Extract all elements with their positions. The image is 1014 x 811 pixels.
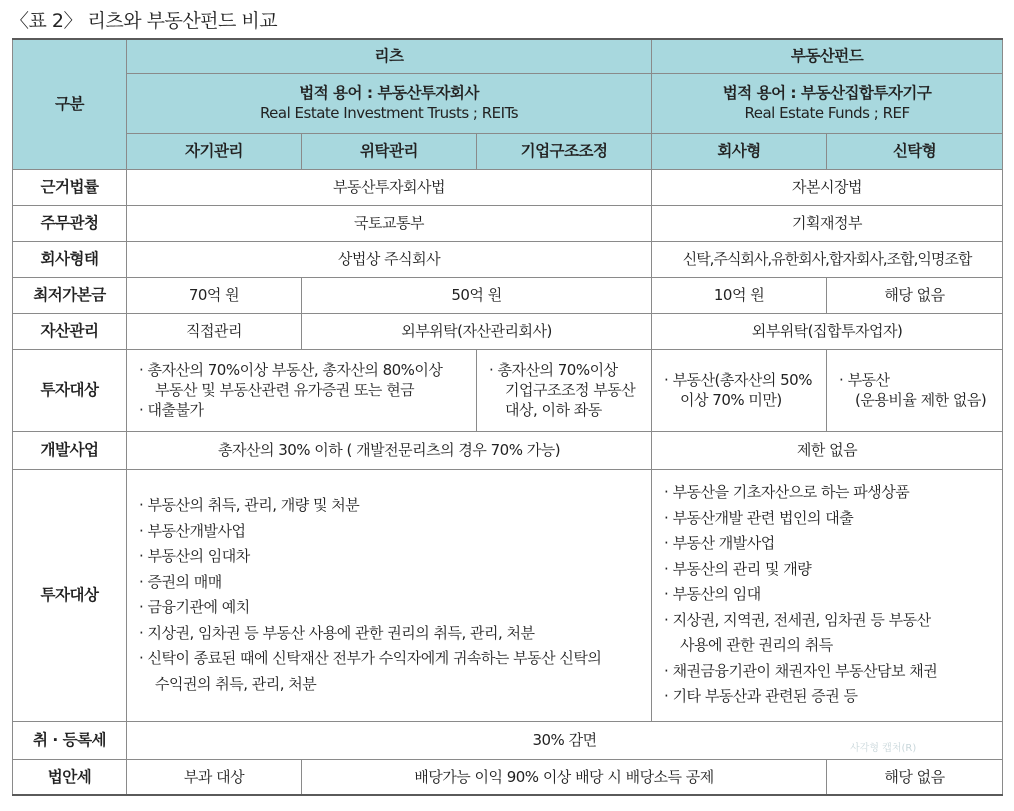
table-row (13, 469, 1003, 721)
row-label: 투자대상 (13, 349, 127, 431)
cell: 자본시장법 (652, 169, 1003, 205)
header-reits: 리츠 (127, 39, 652, 73)
cell: 국토교통부 (127, 205, 652, 241)
cell: 직접관리 (127, 313, 302, 349)
cell-reits-investments: · 부동산의 취득, 관리, 개량 및 처분 · 부동산개발사업 · 부동산의 임대차 · 증권의 매매 · 금융기관에 예치 · 지상권, 임차권 등 부동산 사용에 관한 권리의 취득, 관리, 처분 · 신탁이 종료된 때에 신탁재산 전부가 수익자에게 귀속하는 부동산 신탁의 수익권의 취득, 관리, 처분 (127, 469, 652, 721)
table-caption: 〈표 2〉 리츠와 부동산펀드 비교 (10, 10, 278, 32)
cell: 부동산투자회사법 (127, 169, 652, 205)
table-row (13, 431, 1003, 469)
table-row (13, 169, 1003, 205)
cell: 기획재정부 (652, 205, 1003, 241)
header-category: 구분 (13, 39, 127, 169)
header-restructuring: 기업구조조정 (477, 133, 652, 169)
header-reits-term: 법적 용어 : 부동산투자회사 Real Estate Investment Trusts ; REITs (127, 73, 652, 133)
header-self-managed: 자기관리 (127, 133, 302, 169)
cell: 총자산의 30% 이하 ( 개발전문리츠의 경우 70% 가능) (127, 431, 652, 469)
header-fund-term: 법적 용어 : 부동산집합투자기구 Real Estate Funds ; REF (652, 73, 1003, 133)
header-consignment: 위탁관리 (302, 133, 477, 169)
cell-fund-investments: · 부동산을 기초자산으로 하는 파생상품 · 부동산개발 관련 법인의 대출 · 부동산 개발사업 · 부동산의 관리 및 개량 · 부동산의 임대 · 지상권, 지역권, 전세권, 임차권 등 부동산 사용에 관한 권리의 취득 · 채권금융기관이 채권자인 부동산담보 채권 · 기타 부동산과 관련된 증권 등 (652, 469, 1003, 721)
row-label: 최저가본금 (13, 277, 127, 313)
capture-watermark: 사각형 캡처(R) (850, 743, 917, 754)
row-label: 법안세 (13, 759, 127, 795)
cell: 해당 없음 (827, 277, 1003, 313)
cell-trust-target: · 부동산 (운용비율 제한 없음) (827, 349, 1003, 431)
cell: 외부위탁(자산관리회사) (302, 313, 652, 349)
cell: 50억 원 (302, 277, 652, 313)
cell: 신탁,주식회사,유한회사,합자회사,조합,익명조합 (652, 241, 1003, 277)
cell: 배당가능 이익 90% 이상 배당 시 배당소득 공제 (302, 759, 827, 795)
cell: 30% 감면 (127, 721, 1003, 759)
comparison-table (12, 38, 1003, 796)
table-row (13, 313, 1003, 349)
cell-reits-target: · 총자산의 70%이상 부동산, 총자산의 80%이상 부동산 및 부동산관련 유가증권 또는 현금 · 대출불가 (127, 349, 477, 431)
row-label: 근거법률 (13, 169, 127, 205)
cell: 제한 없음 (652, 431, 1003, 469)
row-label: 주무관청 (13, 205, 127, 241)
cell-company-target: · 부동산(총자산의 50% 이상 70% 미만) (652, 349, 827, 431)
header-trust-type: 신탁형 (827, 133, 1003, 169)
cell: 외부위탁(집합투자업자) (652, 313, 1003, 349)
table-row (13, 241, 1003, 277)
row-label: 자산관리 (13, 313, 127, 349)
cell-restructure-target: · 총자산의 70%이상 기업구조조정 부동산 대상, 이하 좌동 (477, 349, 652, 431)
table-row (13, 759, 1003, 795)
header-company-type: 회사형 (652, 133, 827, 169)
header-fund: 부동산펀드 (652, 39, 1003, 73)
table-row (13, 349, 1003, 431)
row-label: 투자대상 (13, 469, 127, 721)
cell: 10억 원 (652, 277, 827, 313)
table-row (13, 277, 1003, 313)
cell: 해당 없음 (827, 759, 1003, 795)
row-label: 회사형태 (13, 241, 127, 277)
cell: 상법상 주식회사 (127, 241, 652, 277)
cell: 부과 대상 (127, 759, 302, 795)
table-row (13, 205, 1003, 241)
cell: 70억 원 (127, 277, 302, 313)
row-label: 개발사업 (13, 431, 127, 469)
row-label: 취 · 등록세 (13, 721, 127, 759)
